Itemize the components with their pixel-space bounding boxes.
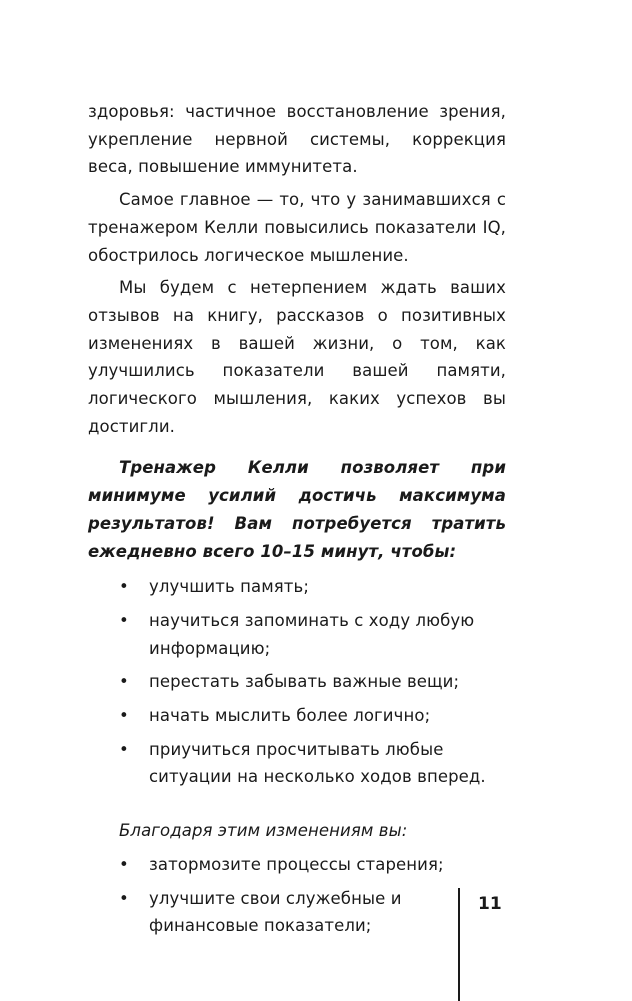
bullet-icon: •: [119, 854, 129, 874]
bullet-icon: •: [119, 739, 129, 759]
list-item: • улучшить память;: [119, 573, 506, 601]
page-number: 11: [478, 894, 502, 914]
results-list: [88, 851, 506, 940]
list-item: • улучшите свои служебные и финансовые показатели;: [119, 885, 506, 940]
list-item: • научиться запоминать с ходу любую информацию;: [119, 607, 506, 662]
subheading: Благодаря этим изменениям вы:: [119, 821, 408, 841]
benefits-list: [88, 573, 506, 791]
bullet-icon: •: [119, 610, 129, 630]
paragraph-feedback: Мы будем с нетерпением ждать ваших отзывов на книгу, рассказов о позитивных изменениях в вашей жизни, о том, как улучшились показатели вашей памяти, логического мышления, каких успехов вы достигли.: [88, 278, 506, 436]
paragraph-emphasis: Тренажер Келли позволяет при минимуме усилий достичь максимума результатов! Вам потребуется тратить ежедневно всего 10–15 минут, чтобы:: [88, 458, 506, 561]
paragraph-main-point: Самое главное — то, что у занимавшихся с тренажером Келли повысились показатели IQ, обострилось логическое мышление.: [88, 190, 506, 265]
list-item: • перестать забывать важные вещи;: [119, 668, 506, 696]
bullet-icon: •: [119, 672, 129, 692]
bullet-icon: •: [119, 706, 129, 726]
page-text: [88, 98, 506, 946]
paragraph-continued: здоровья: частичное восстановление зрения, укрепление нервной системы, коррекция веса, повышение иммунитета.: [88, 102, 506, 177]
list-item: • приучиться просчитывать любые ситуации на несколько ходов вперед.: [119, 736, 506, 791]
bullet-icon: •: [119, 577, 129, 597]
bullet-icon: •: [119, 888, 129, 908]
list-item: • начать мыслить более логично;: [119, 702, 506, 730]
list-item: • затормозите процессы старения;: [119, 851, 506, 879]
footer-divider: [458, 888, 460, 1001]
